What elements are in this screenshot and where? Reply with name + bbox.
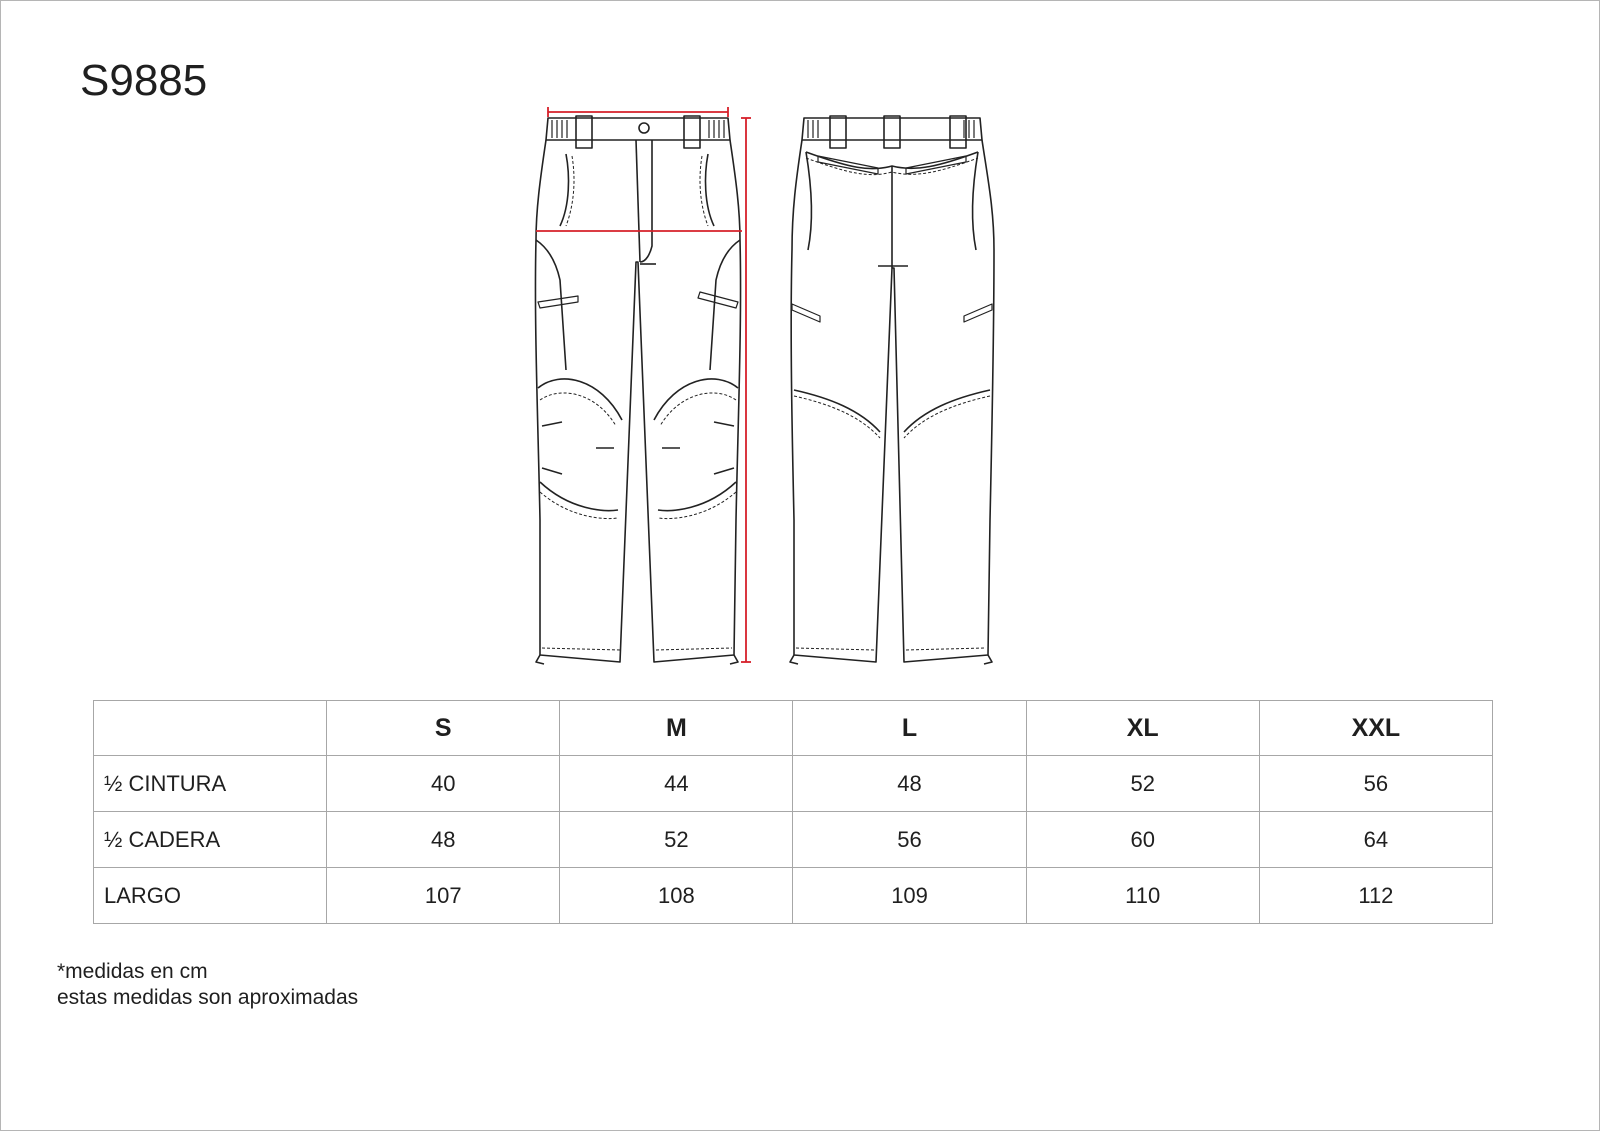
back-view-drawing: [790, 116, 994, 664]
table-cell: 48: [793, 756, 1026, 812]
table-cell: 60: [1026, 812, 1259, 868]
table-cell: 56: [1259, 756, 1492, 812]
size-header-m: M: [560, 701, 793, 756]
size-header-xl: XL: [1026, 701, 1259, 756]
table-row: [94, 868, 1493, 924]
row-label-length: LARGO: [94, 868, 327, 924]
note-units: *medidas en cm: [57, 960, 208, 983]
size-chart-table: [93, 700, 1493, 924]
size-header-xxl: XXL: [1259, 701, 1492, 756]
table-cell: 110: [1026, 868, 1259, 924]
front-view-drawing: [535, 116, 740, 664]
note-approximate: estas medidas son aproximadas: [57, 986, 359, 1009]
table-cell: 48: [327, 812, 560, 868]
table-cell: 112: [1259, 868, 1492, 924]
measurement-notes: [57, 959, 358, 1011]
table-row: [94, 812, 1493, 868]
size-header-row: [94, 701, 1493, 756]
table-row: [94, 756, 1493, 812]
table-cell: 107: [327, 868, 560, 924]
row-label-half-hip: ½ CADERA: [94, 812, 327, 868]
size-header-s: S: [327, 701, 560, 756]
table-cell: 109: [793, 868, 1026, 924]
table-cell: 44: [560, 756, 793, 812]
table-cell: 40: [327, 756, 560, 812]
row-label-half-waist: ½ CINTURA: [94, 756, 327, 812]
size-header-l: L: [793, 701, 1026, 756]
table-cell: 52: [560, 812, 793, 868]
table-cell: 64: [1259, 812, 1492, 868]
product-code: S9885: [80, 56, 208, 105]
table-cell: 52: [1026, 756, 1259, 812]
header-blank-cell: [94, 701, 327, 756]
table-cell: 56: [793, 812, 1026, 868]
table-cell: 108: [560, 868, 793, 924]
